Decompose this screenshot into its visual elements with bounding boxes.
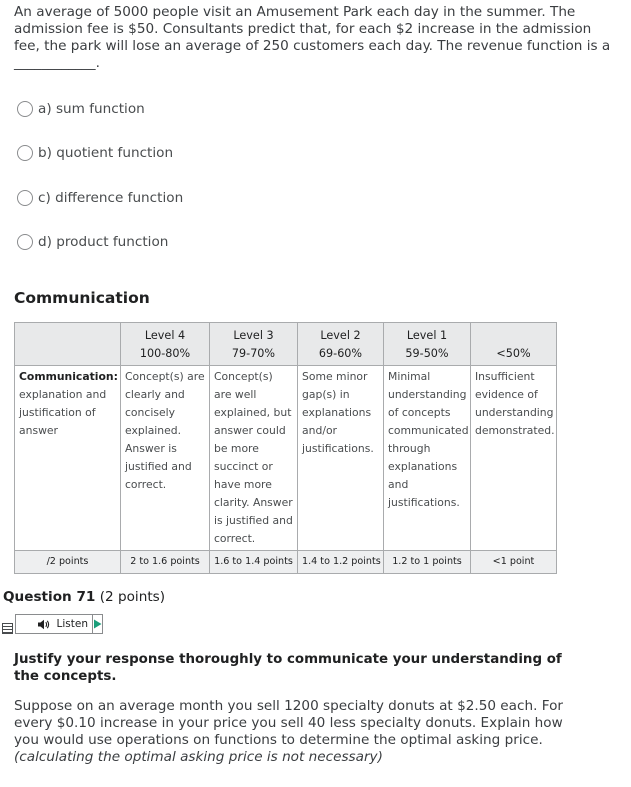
- points-level-4: 2 to 1.6 points: [121, 551, 210, 574]
- descriptor-below-50: Insufficient evidence of understanding demonstrated.: [471, 366, 557, 551]
- play-icon[interactable]: [93, 619, 102, 629]
- descriptor-level-1: Minimal understanding of concepts communicated through explanations and justifications.: [384, 366, 471, 551]
- question-text: An average of 5000 people visit an Amusement Park each day in the summer. The admission fee is $50. Consultants predict that, for each $2 increase in the admission fee, the park will lose an average of 250 customers each day. The revenue function is a ____________.: [14, 4, 611, 71]
- radio-button-icon[interactable]: [17, 234, 33, 250]
- criterion-name: Communication:: [19, 370, 118, 383]
- option-a[interactable]: [17, 99, 145, 119]
- option-label: a) sum function: [38, 101, 145, 117]
- points-total: /2 points: [15, 551, 121, 574]
- rubric-header-below-50: <50%: [471, 323, 557, 366]
- descriptor-level-2: Some minor gap(s) in explanations and/or justifications.: [298, 366, 384, 551]
- option-b[interactable]: [17, 143, 173, 163]
- question-header: [3, 589, 165, 605]
- option-label: d) product function: [38, 234, 169, 250]
- speaker-icon: [16, 619, 53, 630]
- option-label: c) difference function: [38, 190, 184, 206]
- points-level-1: 1.2 to 1 points: [384, 551, 471, 574]
- option-d[interactable]: [17, 232, 168, 252]
- question-points: (2 points): [99, 589, 166, 605]
- rubric-header-level-3: Level 3 79-70%: [210, 323, 298, 366]
- scenario-text: [14, 698, 574, 766]
- rubric-header-empty: [15, 323, 121, 366]
- points-level-3: 1.6 to 1.4 points: [210, 551, 298, 574]
- listen-button[interactable]: [15, 614, 103, 634]
- rubric-header-level-4: Level 4 100-80%: [121, 323, 210, 366]
- section-title: Communication: [14, 289, 150, 307]
- listen-label: Listen: [53, 615, 93, 633]
- question-title: Question 71: [3, 589, 96, 605]
- rubric-header-level-2: Level 2 69-60%: [298, 323, 384, 366]
- option-label: b) quotient function: [38, 145, 174, 161]
- scenario-body: Suppose on an average month you sell 1200 specialty donuts at $2.50 each. For every $0.10 increase in your price you sell 40 less specialty donuts. Explain how you would use operations on functions to determine the optimal asking price.: [14, 698, 563, 748]
- radio-button-icon[interactable]: [17, 145, 33, 161]
- document-icon[interactable]: [2, 623, 13, 634]
- radio-button-icon[interactable]: [17, 101, 33, 117]
- option-c[interactable]: [17, 188, 183, 208]
- points-below-50: <1 point: [471, 551, 557, 574]
- justify-instruction: Justify your response thoroughly to communicate your understanding of the concepts.: [14, 652, 562, 684]
- listen-toolbar: [2, 614, 103, 634]
- descriptor-level-3: Concept(s) are well explained, but answer could be more succinct or have more clarity. Answer is justified and correct.: [210, 366, 298, 551]
- scenario-note: (calculating the optimal asking price is not necessary): [14, 749, 383, 765]
- criterion-desc: explanation and justification of answer: [19, 388, 107, 437]
- points-level-2: 1.4 to 1.2 points: [298, 551, 384, 574]
- descriptor-level-4: Concept(s) are clearly and concisely explained. Answer is justified and correct.: [121, 366, 210, 551]
- radio-button-icon[interactable]: [17, 190, 33, 206]
- rubric-header-level-1: Level 1 59-50%: [384, 323, 471, 366]
- criterion-cell: [15, 366, 121, 551]
- rubric-table: [14, 322, 557, 574]
